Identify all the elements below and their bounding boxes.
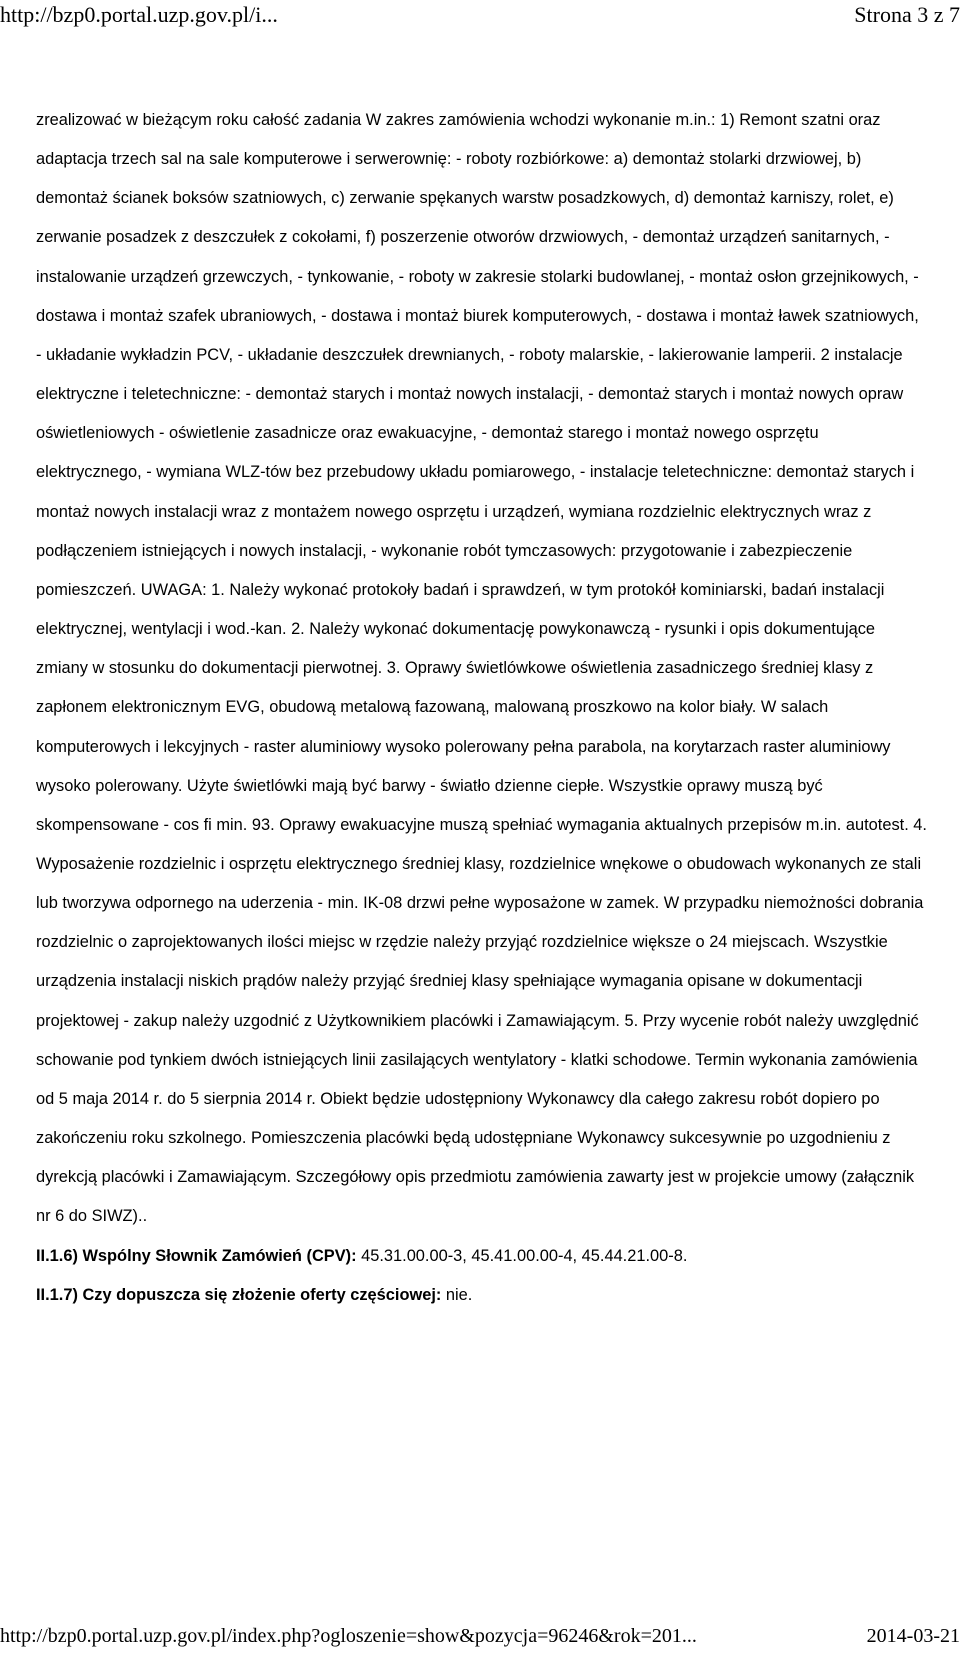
page-header [0,0,960,40]
cpv-field [36,1237,928,1276]
cpv-value: 45.31.00.00-3, 45.41.00.00-4, 45.44.21.00-8. [361,1246,688,1265]
header-url: http://bzp0.portal.uzp.gov.pl/i... [0,2,278,27]
partial-offer-value: nie. [445,1285,473,1304]
cpv-label: II.1.6) Wspólny Słownik Zamówień (CPV): [36,1246,357,1265]
body-paragraph: zrealizować w bieżącym roku całość zadania W zakres zamówienia wchodzi wykonanie m.in.: 1) Remont szatni oraz adaptacja trzech sal na sale komputerowe i serwerownię: - roboty rozbiórkowe: a) demontaż stolarki drzwiowej, b) demontaż ścianek boksów szatniowych, c) zerwanie spękanych warstw posadzkowych, d) demontaż karniszy, rolet, e) zerwanie posadzek z deszczułek z cokołami, f) poszerzenie otworów drzwiowych, - demontaż urządzeń sanitarnych, - instalowanie urządzeń grzewczych, - tynkowanie, - roboty w zakresie stolarki budowlanej, - montaż osłon grzejnikowych, - dostawa i montaż szafek ubraniowych, - dostawa i montaż biurek komputerowych, - dostawa i montaż ławek szatniowych, - układanie wykładzin PCV, - układanie deszczułek drewnianych, - roboty malarskie, - lakierowanie lamperii. 2 instalacje elektryczne i teletechniczne: - demontaż starych i montaż nowych instalacji, - demontaż starych i montaż nowych opraw oświetleniowych - oświetlenie zasadnicze oraz ewakuacyjne, - demontaż starego i montaż nowego osprzętu elektrycznego, - wymiana WLZ-tów bez przebudowy układu pomiarowego, - instalacje teletechniczne: demontaż starych i montaż nowych instalacji wraz z montażem nowego osprzętu i urządzeń, wymiana rozdzielnic elektrycznych wraz z podłączeniem istniejących i nowych instalacji, - wykonanie robót tymczasowych: przygotowanie i zabezpieczenie pomieszczeń. UWAGA: 1. Należy wykonać protokoły badań i sprawdzeń, w tym protokół kominiarski, badań instalacji elektrycznej, wentylacji i wod.-kan. 2. Należy wykonać dokumentację powykonawczą - rysunki i opis dokumentujące zmiany w stosunku do dokumentacji pierwotnej. 3. Oprawy świetlówkowe oświetlenia zasadniczego średniej klasy z zapłonem elektronicznym EVG, obudową metalową fazowaną, malowaną proszkowo na kolor biały. W salach komputerowych i lekcyjnych - raster aluminiowy wysoko polerowany pełna parabola, na korytarzach raster aluminiowy wysoko polerowany. Użyte świetlówki mają być barwy - światło dzienne ciepłe. Wszystkie oprawy muszą być skompensowane - cos fi min. 93. Oprawy ewakuacyjne muszą spełniać wymagania aktualnych przepisów m.in. autotest. 4. Wyposażenie rozdzielnic i osprzętu elektrycznego średniej klasy, rozdzielnice wnękowe o obudowach wykonanych ze stali lub tworzywa odpornego na uderzenia - min. IK-08 drzwi pełne wyposażone w zamek. W przypadku niemożności dobrania rozdzielnic o zaprojektowanych ilości miejsc w rzędzie należy przyjąć rozdzielnice większe o 24 miejscach. Wszystkie urządzenia instalacji niskich prądów należy przyjąć średniej klasy spełniające wymagania opisane w dokumentacji projektowej - zakup należy uzgodnić z Użytkownikiem placówki i Zamawiającym. 5. Przy wycenie robót należy uwzględnić schowanie pod tynkiem dwóch istniejących linii zasilających wentylatory - klatki schodowe. Termin wykonania zamówienia od 5 maja 2014 r. do 5 sierpnia 2014 r. Obiekt będzie udostępniony Wykonawcy dla całego zakresu robót dopiero po zakończeniu roku szkolnego. Pomieszczenia placówki będą udostępniane Wykonawcy sukcesywnie po uzgodnieniu z dyrekcją placówki i Zamawiającym. Szczegółowy opis przedmiotu zamówienia zawarty jest w projekcie umowy (załącznik nr 6 do SIWZ).. [36,111,927,1226]
partial-offer-label: II.1.7) Czy dopuszcza się złożenie oferty częściowej: [36,1285,442,1304]
page-footer [0,1625,960,1656]
partial-offer-field [36,1276,928,1315]
document-content [36,101,928,1315]
footer-url: http://bzp0.portal.uzp.gov.pl/index.php?ogloszenie=show&pozycja=96246&rok=201... [0,1625,697,1647]
page-number: Strona 3 z 7 [854,2,960,27]
footer-date: 2014-03-21 [866,1625,960,1647]
